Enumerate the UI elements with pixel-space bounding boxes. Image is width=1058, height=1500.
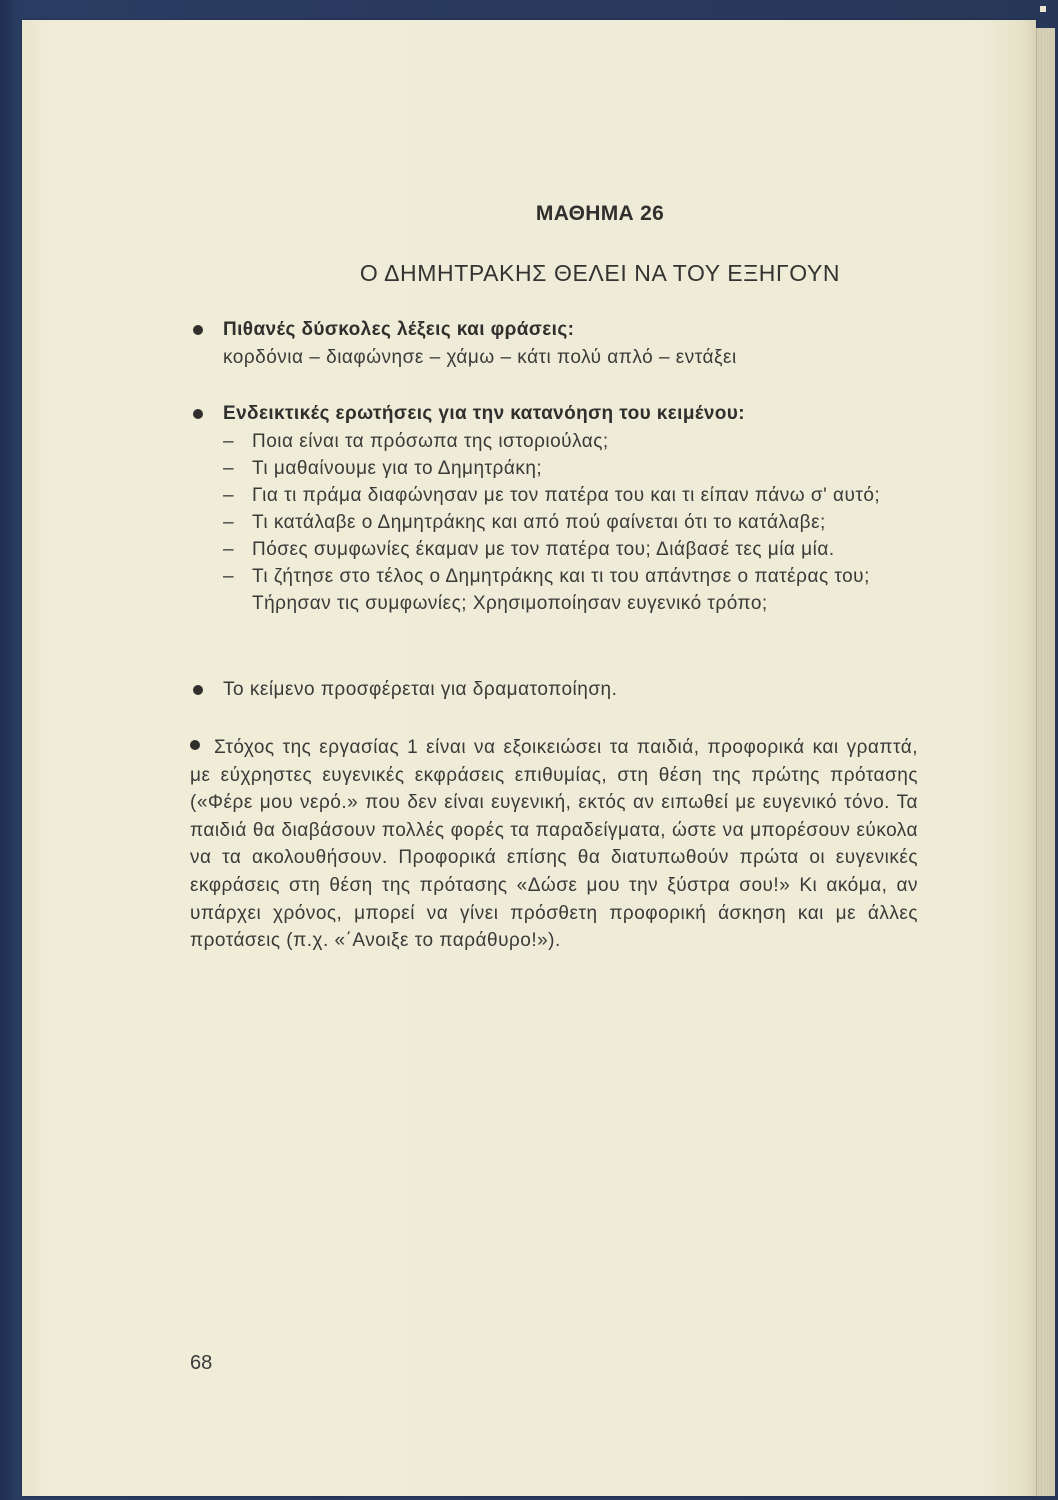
difficult-words-heading: Πιθανές δύσκολες λέξεις και φράσεις: [223, 319, 575, 340]
difficult-words-section [190, 316, 920, 372]
bullet-icon [193, 409, 203, 419]
bullet-icon [190, 740, 200, 750]
list-item [190, 509, 920, 536]
list-item [190, 428, 920, 455]
scan-corner-mark [1040, 6, 1046, 12]
bullet-icon [193, 325, 203, 335]
question-text: Για τι πράμα διαφώνησαν με τον πατέρα του και τι είπαν πάνω σ' αυτό; [252, 485, 881, 506]
list-item [190, 455, 920, 482]
question-text: Πόσες συμφωνίες έκαμαν με τον πατέρα του; Διάβασέ τες μία μία. [252, 539, 835, 560]
dash-marker: – [223, 512, 235, 533]
comprehension-heading: Ενδεικτικές ερωτήσεις για την κατανόηση του κειμένου: [223, 403, 745, 424]
dash-marker: – [223, 458, 235, 479]
question-text: Ποια είναι τα πρόσωπα της ιστοριούλας; [252, 431, 609, 452]
story-title: Ο ΔΗΜΗΤΡΑΚΗΣ ΘΕΛΕΙ ΝΑ ΤΟΥ ΕΞΗΓΟΥΝ [359, 260, 841, 286]
list-item [190, 482, 920, 509]
lesson-title: ΜΑΘΗΜΑ 26 [535, 202, 665, 225]
dramatization-text: Το κείμενο προσφέρεται για δραματοποίηση. [223, 679, 618, 700]
comprehension-section [190, 400, 920, 617]
list-item [190, 563, 920, 617]
question-text: Τι κατάλαβε ο Δημητράκης και από πού φαίνεται ότι το κατάλαβε; [252, 512, 826, 533]
exercise-note-paragraph [190, 734, 918, 955]
question-text: Τι ζήτησε στο τέλος ο Δημητράκης και τι του απάντησε ο πατέρας του; Τήρησαν τις συμφωνίες; Χρησιμοποίησαν ευγενικό τρόπο; [252, 566, 870, 614]
exercise-note-section [190, 734, 920, 955]
page-stack-edge [1036, 28, 1055, 1496]
difficult-words-list: κορδόνια – διαφώνησε – χάμω – κάτι πολύ απλό – εντάξει [223, 347, 737, 368]
question-text: Τι μαθαίνουμε για το Δημητράκη; [252, 458, 543, 479]
dash-marker: – [223, 485, 235, 506]
dramatization-section [190, 676, 920, 704]
dash-marker: – [223, 431, 235, 452]
dash-marker: – [223, 566, 235, 587]
bullet-icon [193, 685, 203, 695]
dash-marker: – [223, 539, 235, 560]
page-number: 68 [190, 1352, 213, 1374]
list-item [190, 536, 920, 563]
exercise-note-text: Στόχος της εργασίας 1 είναι να εξοικειώσει τα παιδιά, προφορικά και γραπτά, με εύχρηστες ευγενικές εκφράσεις επιθυμίας, στη θέση της πρώτης πρότασης («Φέρε μου νερό.» που δεν είναι ευγενική, εκτός αν ειπωθεί με ευγενικό τόνο. Τα παιδιά θα διαβάσουν πολλές φορές τα παραδείγματα, ώστε να μπορέσουν εύκολα να τα ακολουθήσουν. Προφορικά επίσης θα διατυπωθούν πρώτα οι ευγενικές εκφράσεις στη θέση της πρότασης «Δώσε μου την ξύστρα σου!» Κι ακόμα, αν υπάρχει χρόνος, μπορεί να γίνει πρόσθετη προφορική άσκηση και με άλλες προτάσεις (π.χ. «΄Ανοιξε το παράθυρο!»). [190, 737, 918, 952]
question-list [190, 428, 920, 617]
